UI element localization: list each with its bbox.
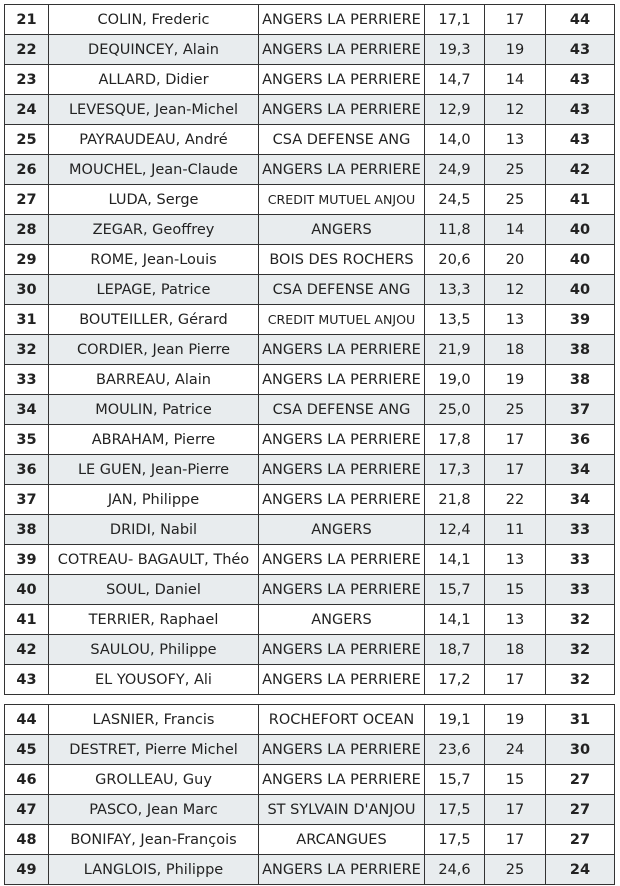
rank-cell: 38: [5, 515, 49, 545]
handicap-index-cell: 15,7: [425, 765, 485, 795]
points-cell: 27: [546, 795, 615, 825]
points-cell: 38: [546, 335, 615, 365]
club-cell: ANGERS LA PERRIERE: [259, 335, 425, 365]
points-cell: 32: [546, 665, 615, 695]
table-row: [5, 515, 615, 545]
points-cell: 33: [546, 515, 615, 545]
handicap-index-cell: 19,0: [425, 365, 485, 395]
playing-handicap-cell: 25: [485, 395, 546, 425]
rank-cell: 23: [5, 65, 49, 95]
club-cell: ST SYLVAIN D'ANJOU: [259, 795, 425, 825]
player-name-cell: TERRIER, Raphael: [49, 605, 259, 635]
handicap-index-cell: 11,8: [425, 215, 485, 245]
handicap-index-cell: 24,5: [425, 185, 485, 215]
player-name-cell: BONIFAY, Jean-François: [49, 825, 259, 855]
player-name-cell: GROLLEAU, Guy: [49, 765, 259, 795]
points-cell: 43: [546, 35, 615, 65]
points-cell: 34: [546, 455, 615, 485]
playing-handicap-cell: 25: [485, 155, 546, 185]
playing-handicap-cell: 17: [485, 825, 546, 855]
handicap-index-cell: 19,1: [425, 705, 485, 735]
club-cell: ANGERS LA PERRIERE: [259, 735, 425, 765]
player-name-cell: DRIDI, Nabil: [49, 515, 259, 545]
table-row: [5, 485, 615, 515]
table-row: [5, 155, 615, 185]
club-cell: BOIS DES ROCHERS: [259, 245, 425, 275]
player-name-cell: ZEGAR, Geoffrey: [49, 215, 259, 245]
points-cell: 24: [546, 855, 615, 885]
handicap-index-cell: 17,8: [425, 425, 485, 455]
points-cell: 27: [546, 765, 615, 795]
rank-cell: 39: [5, 545, 49, 575]
club-cell: ANGERS LA PERRIERE: [259, 485, 425, 515]
table-row: [5, 215, 615, 245]
club-cell: ANGERS LA PERRIERE: [259, 95, 425, 125]
table-row: [5, 365, 615, 395]
club-cell: ANGERS LA PERRIERE: [259, 635, 425, 665]
table-row: [5, 335, 615, 365]
table-row: [5, 455, 615, 485]
club-cell: CREDIT MUTUEL ANJOU: [259, 185, 425, 215]
club-cell: CREDIT MUTUEL ANJOU: [259, 305, 425, 335]
playing-handicap-cell: 24: [485, 735, 546, 765]
handicap-index-cell: 14,0: [425, 125, 485, 155]
player-name-cell: MOULIN, Patrice: [49, 395, 259, 425]
handicap-index-cell: 17,5: [425, 795, 485, 825]
points-cell: 34: [546, 485, 615, 515]
points-cell: 44: [546, 5, 615, 35]
club-cell: CSA DEFENSE ANG: [259, 395, 425, 425]
club-cell: ANGERS LA PERRIERE: [259, 425, 425, 455]
results-table: [4, 4, 615, 695]
table-row: [5, 245, 615, 275]
player-name-cell: CORDIER, Jean Pierre: [49, 335, 259, 365]
player-name-cell: DESTRET, Pierre Michel: [49, 735, 259, 765]
rank-cell: 33: [5, 365, 49, 395]
handicap-index-cell: 15,7: [425, 575, 485, 605]
table-row: [5, 275, 615, 305]
handicap-index-cell: 21,8: [425, 485, 485, 515]
table-row: [5, 5, 615, 35]
points-cell: 43: [546, 65, 615, 95]
rank-cell: 47: [5, 795, 49, 825]
player-name-cell: LEVESQUE, Jean-Michel: [49, 95, 259, 125]
rank-cell: 22: [5, 35, 49, 65]
handicap-index-cell: 12,4: [425, 515, 485, 545]
player-name-cell: JAN, Philippe: [49, 485, 259, 515]
table-row: [5, 575, 615, 605]
rank-cell: 26: [5, 155, 49, 185]
points-cell: 42: [546, 155, 615, 185]
points-cell: 27: [546, 825, 615, 855]
playing-handicap-cell: 25: [485, 855, 546, 885]
club-cell: ANGERS LA PERRIERE: [259, 65, 425, 95]
player-name-cell: ROME, Jean-Louis: [49, 245, 259, 275]
club-cell: ANGERS LA PERRIERE: [259, 365, 425, 395]
player-name-cell: DEQUINCEY, Alain: [49, 35, 259, 65]
club-cell: ANGERS LA PERRIERE: [259, 575, 425, 605]
rank-cell: 44: [5, 705, 49, 735]
player-name-cell: MOUCHEL, Jean-Claude: [49, 155, 259, 185]
table-row: [5, 735, 615, 765]
points-cell: 36: [546, 425, 615, 455]
handicap-index-cell: 12,9: [425, 95, 485, 125]
playing-handicap-cell: 17: [485, 5, 546, 35]
playing-handicap-cell: 13: [485, 605, 546, 635]
handicap-index-cell: 17,3: [425, 455, 485, 485]
player-name-cell: SOUL, Daniel: [49, 575, 259, 605]
points-cell: 41: [546, 185, 615, 215]
rank-cell: 21: [5, 5, 49, 35]
playing-handicap-cell: 15: [485, 575, 546, 605]
player-name-cell: ABRAHAM, Pierre: [49, 425, 259, 455]
table-row: [5, 395, 615, 425]
playing-handicap-cell: 19: [485, 35, 546, 65]
club-cell: ANGERS LA PERRIERE: [259, 35, 425, 65]
playing-handicap-cell: 19: [485, 705, 546, 735]
handicap-index-cell: 23,6: [425, 735, 485, 765]
handicap-index-cell: 17,2: [425, 665, 485, 695]
handicap-index-cell: 19,3: [425, 35, 485, 65]
club-cell: ROCHEFORT OCEAN: [259, 705, 425, 735]
player-name-cell: LE GUEN, Jean-Pierre: [49, 455, 259, 485]
rank-cell: 43: [5, 665, 49, 695]
handicap-index-cell: 20,6: [425, 245, 485, 275]
player-name-cell: BOUTEILLER, Gérard: [49, 305, 259, 335]
playing-handicap-cell: 12: [485, 95, 546, 125]
rank-cell: 34: [5, 395, 49, 425]
table-row: [5, 855, 615, 885]
table-row: [5, 605, 615, 635]
playing-handicap-cell: 18: [485, 335, 546, 365]
player-name-cell: PASCO, Jean Marc: [49, 795, 259, 825]
points-cell: 40: [546, 275, 615, 305]
rank-cell: 31: [5, 305, 49, 335]
playing-handicap-cell: 17: [485, 425, 546, 455]
club-cell: ANGERS LA PERRIERE: [259, 765, 425, 795]
rank-cell: 30: [5, 275, 49, 305]
playing-handicap-cell: 13: [485, 545, 546, 575]
playing-handicap-cell: 18: [485, 635, 546, 665]
rank-cell: 36: [5, 455, 49, 485]
club-cell: ANGERS LA PERRIERE: [259, 5, 425, 35]
results-table-continued: [4, 704, 615, 885]
rank-cell: 32: [5, 335, 49, 365]
handicap-index-cell: 13,5: [425, 305, 485, 335]
points-cell: 37: [546, 395, 615, 425]
rank-cell: 48: [5, 825, 49, 855]
table-row: [5, 65, 615, 95]
club-cell: CSA DEFENSE ANG: [259, 275, 425, 305]
player-name-cell: LASNIER, Francis: [49, 705, 259, 735]
rank-cell: 49: [5, 855, 49, 885]
player-name-cell: LEPAGE, Patrice: [49, 275, 259, 305]
club-cell: ANGERS LA PERRIERE: [259, 155, 425, 185]
handicap-index-cell: 17,5: [425, 825, 485, 855]
points-cell: 40: [546, 245, 615, 275]
club-cell: CSA DEFENSE ANG: [259, 125, 425, 155]
player-name-cell: COLIN, Frederic: [49, 5, 259, 35]
handicap-index-cell: 25,0: [425, 395, 485, 425]
player-name-cell: EL YOUSOFY, Ali: [49, 665, 259, 695]
rank-cell: 46: [5, 765, 49, 795]
playing-handicap-cell: 17: [485, 665, 546, 695]
rank-cell: 25: [5, 125, 49, 155]
points-cell: 39: [546, 305, 615, 335]
club-cell: ARCANGUES: [259, 825, 425, 855]
table-row: [5, 305, 615, 335]
playing-handicap-cell: 22: [485, 485, 546, 515]
player-name-cell: SAULOU, Philippe: [49, 635, 259, 665]
handicap-index-cell: 14,1: [425, 545, 485, 575]
points-cell: 33: [546, 575, 615, 605]
club-cell: ANGERS LA PERRIERE: [259, 855, 425, 885]
player-name-cell: PAYRAUDEAU, André: [49, 125, 259, 155]
rank-cell: 35: [5, 425, 49, 455]
points-cell: 43: [546, 125, 615, 155]
table-row: [5, 35, 615, 65]
club-cell: ANGERS: [259, 605, 425, 635]
player-name-cell: LUDA, Serge: [49, 185, 259, 215]
handicap-index-cell: 14,7: [425, 65, 485, 95]
club-cell: ANGERS LA PERRIERE: [259, 665, 425, 695]
handicap-index-cell: 18,7: [425, 635, 485, 665]
playing-handicap-cell: 12: [485, 275, 546, 305]
rank-cell: 28: [5, 215, 49, 245]
rank-cell: 29: [5, 245, 49, 275]
table-row: [5, 825, 615, 855]
rank-cell: 37: [5, 485, 49, 515]
player-name-cell: BARREAU, Alain: [49, 365, 259, 395]
playing-handicap-cell: 14: [485, 215, 546, 245]
player-name-cell: COTREAU- BAGAULT, Théo: [49, 545, 259, 575]
points-cell: 40: [546, 215, 615, 245]
handicap-index-cell: 13,3: [425, 275, 485, 305]
points-cell: 30: [546, 735, 615, 765]
table-row: [5, 95, 615, 125]
table-row: [5, 795, 615, 825]
rank-cell: 24: [5, 95, 49, 125]
rank-cell: 40: [5, 575, 49, 605]
handicap-index-cell: 17,1: [425, 5, 485, 35]
table-row: [5, 425, 615, 455]
handicap-index-cell: 24,6: [425, 855, 485, 885]
points-cell: 33: [546, 545, 615, 575]
handicap-index-cell: 14,1: [425, 605, 485, 635]
rank-cell: 42: [5, 635, 49, 665]
playing-handicap-cell: 13: [485, 305, 546, 335]
results-table-continued-body: [5, 705, 615, 885]
table-row: [5, 125, 615, 155]
playing-handicap-cell: 15: [485, 765, 546, 795]
playing-handicap-cell: 19: [485, 365, 546, 395]
table-row: [5, 545, 615, 575]
playing-handicap-cell: 11: [485, 515, 546, 545]
player-name-cell: ALLARD, Didier: [49, 65, 259, 95]
points-cell: 31: [546, 705, 615, 735]
handicap-index-cell: 24,9: [425, 155, 485, 185]
playing-handicap-cell: 13: [485, 125, 546, 155]
rank-cell: 45: [5, 735, 49, 765]
table-row: [5, 635, 615, 665]
playing-handicap-cell: 20: [485, 245, 546, 275]
table-row: [5, 705, 615, 735]
points-cell: 32: [546, 635, 615, 665]
points-cell: 43: [546, 95, 615, 125]
playing-handicap-cell: 17: [485, 455, 546, 485]
table-row: [5, 765, 615, 795]
rank-cell: 27: [5, 185, 49, 215]
club-cell: ANGERS: [259, 215, 425, 245]
table-row: [5, 665, 615, 695]
playing-handicap-cell: 17: [485, 795, 546, 825]
club-cell: ANGERS: [259, 515, 425, 545]
handicap-index-cell: 21,9: [425, 335, 485, 365]
playing-handicap-cell: 25: [485, 185, 546, 215]
playing-handicap-cell: 14: [485, 65, 546, 95]
rank-cell: 41: [5, 605, 49, 635]
player-name-cell: LANGLOIS, Philippe: [49, 855, 259, 885]
club-cell: ANGERS LA PERRIERE: [259, 455, 425, 485]
club-cell: ANGERS LA PERRIERE: [259, 545, 425, 575]
table-row: [5, 185, 615, 215]
points-cell: 38: [546, 365, 615, 395]
points-cell: 32: [546, 605, 615, 635]
results-table-body: [5, 5, 615, 695]
